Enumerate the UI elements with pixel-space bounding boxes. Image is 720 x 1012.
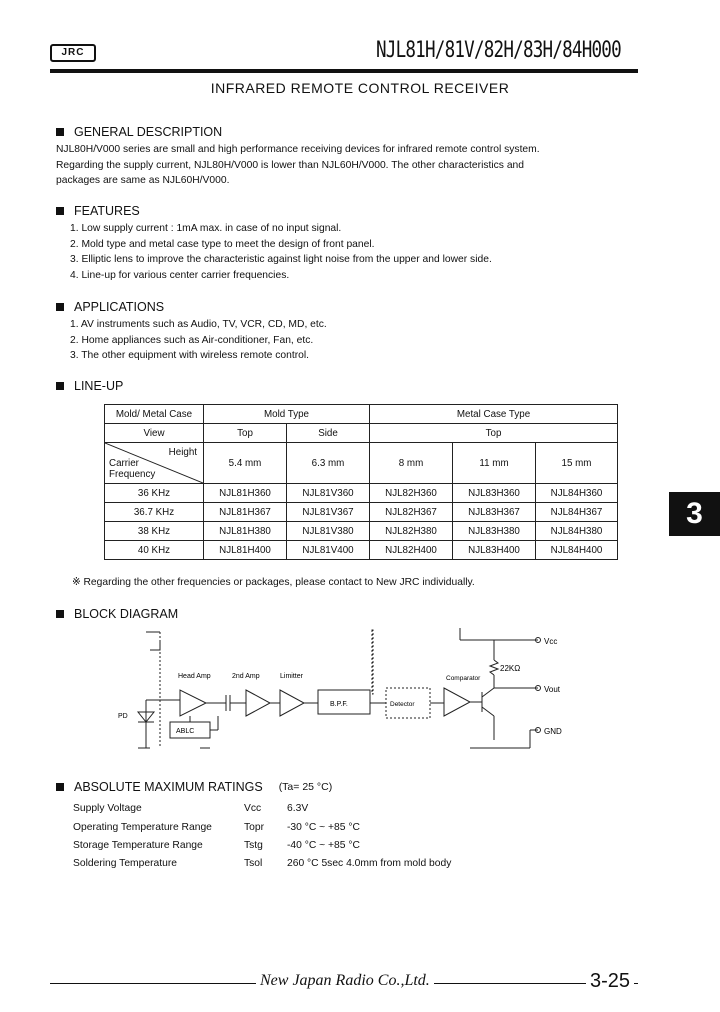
general-description-text [56, 142, 540, 189]
block-diagram-heading [56, 607, 178, 621]
part-cell: NJL81H367 [204, 503, 287, 522]
head-amp-label: Head Amp [178, 673, 211, 680]
part-cell: NJL83H360 [453, 484, 536, 503]
freq-cell: 36.7 KHz [105, 503, 204, 522]
rating-value: -30 °C ~ +85 °C [287, 822, 360, 833]
list-item: 3. The other equipment with wireless remote control. [70, 350, 310, 361]
text-line: packages are same as NJL60H/V000. [56, 175, 230, 186]
bullet-square-icon [56, 382, 64, 390]
part-cell: NJL81H380 [204, 522, 287, 541]
metal-top-header: Top [370, 424, 618, 443]
limiter-label: Limitter [280, 673, 303, 680]
lineup-heading [56, 379, 123, 393]
part-cell: NJL81V400 [287, 541, 370, 560]
part-cell: NJL83H400 [453, 541, 536, 560]
vcc-label: Vcc [544, 637, 558, 646]
general-description-heading [56, 125, 222, 139]
list-item: 1. Low supply current : 1mA max. in case of no input signal. [70, 223, 342, 234]
table-row [105, 541, 618, 560]
rating-value: -40 °C ~ +85 °C [287, 840, 360, 851]
height-cell: 5.4 mm [204, 443, 287, 484]
section-heading-text: LINE-UP [74, 379, 124, 393]
applications-heading [56, 300, 164, 314]
rating-value: 6.3V [287, 803, 309, 814]
ratings-heading [56, 780, 332, 794]
table-row [105, 484, 618, 503]
part-cell: NJL81H360 [204, 484, 287, 503]
part-cell: NJL84H380 [536, 522, 618, 541]
bullet-square-icon [56, 207, 64, 215]
jrc-logo: JRC [50, 44, 96, 62]
company-name: New Japan Radio Co.,Ltd. [256, 972, 434, 990]
part-cell: NJL81V380 [287, 522, 370, 541]
freq-cell: 38 KHz [105, 522, 204, 541]
features-list [70, 221, 492, 283]
freq-cell: 36 KHz [105, 484, 204, 503]
gnd-label: GND [544, 727, 562, 736]
detector-label: Detector [390, 701, 415, 708]
part-cell: NJL84H367 [536, 503, 618, 522]
page-title: INFRARED REMOTE CONTROL RECEIVER [210, 80, 510, 96]
bpf-label: B.P.F. [330, 701, 348, 708]
part-cell: NJL82H380 [370, 522, 453, 541]
part-cell: NJL81V360 [287, 484, 370, 503]
bullet-square-icon [56, 610, 64, 618]
rating-param: Supply Voltage [73, 803, 142, 814]
comparator-label: Comparator [446, 675, 481, 682]
part-cell: NJL83H380 [453, 522, 536, 541]
height-cell: 8 mm [370, 443, 453, 484]
corner-cell: Mold/ Metal Case [105, 405, 204, 424]
height-cell: 11 mm [453, 443, 536, 484]
lineup-note: ※ Regarding the other frequencies or packages, please contact to New JRC individually. [72, 577, 475, 588]
part-numbers: NJL81H/81V/82H/83H/84H000 [376, 38, 621, 63]
table-row [105, 503, 618, 522]
header-rule [50, 69, 638, 73]
metal-case-type-header: Metal Case Type [370, 405, 618, 424]
chapter-tab: 3 [669, 492, 720, 536]
carrier-frequency-label: Carrier Frequency [109, 458, 156, 480]
part-cell: NJL84H400 [536, 541, 618, 560]
height-cell: 15 mm [536, 443, 618, 484]
page-number: 3-25 [586, 970, 634, 993]
section-heading-text: FEATURES [74, 204, 140, 218]
rating-param: Operating Temperature Range [73, 822, 212, 833]
part-cell: NJL81H400 [204, 541, 287, 560]
ratings-condition: (Ta= 25 °C) [278, 781, 333, 793]
rating-symbol: Vcc [244, 803, 262, 814]
section-heading-text: APPLICATIONS [74, 300, 165, 314]
text-line: NJL80H/V000 series are small and high performance receiving devices for infrared remote control system. [56, 144, 540, 155]
list-item: 2. Mold type and metal case type to meet the design of front panel. [70, 238, 375, 250]
part-cell: NJL82H360 [370, 484, 453, 503]
part-cell: NJL84H360 [536, 484, 618, 503]
list-item: 1. AV instruments such as Audio, TV, VCR, CD, MD, etc. [70, 319, 327, 330]
vout-label: Vout [544, 685, 561, 694]
resistor-label: 22KΩ [500, 664, 521, 673]
rating-param: Storage Temperature Range [73, 840, 203, 851]
rating-value: 260 °C 5sec 4.0mm from mold body [287, 858, 452, 869]
part-cell: NJL82H367 [370, 503, 453, 522]
bullet-square-icon [56, 303, 64, 311]
height-cell: 6.3 mm [287, 443, 370, 484]
mold-top-header: Top [204, 424, 287, 443]
bullet-square-icon [56, 783, 64, 791]
list-item: 3. Elliptic lens to improve the characteristic against light noise from the upper and lower side. [70, 254, 492, 265]
mold-side-header: Side [287, 424, 370, 443]
height-label: Height [168, 447, 197, 458]
view-label: View [105, 424, 204, 443]
section-heading-text: BLOCK DIAGRAM [74, 607, 179, 621]
part-cell: NJL81V367 [287, 503, 370, 522]
part-cell: NJL83H367 [453, 503, 536, 522]
rating-symbol: Tstg [244, 840, 263, 851]
applications-list [70, 317, 327, 364]
ablc-label: ABLC [176, 728, 195, 735]
freq-cell: 40 KHz [105, 541, 204, 560]
pd-label: PD [118, 713, 128, 720]
list-item: 2. Home appliances such as Air-conditioner, Fan, etc. [70, 334, 314, 346]
second-amp-label: 2nd Amp [232, 673, 260, 680]
list-item: 4. Line-up for various center carrier frequencies. [70, 269, 290, 281]
table-row [105, 522, 618, 541]
part-cell: NJL82H400 [370, 541, 453, 560]
rating-symbol: Tsol [244, 858, 263, 869]
rating-symbol: Topr [244, 822, 265, 833]
height-frequency-corner [105, 443, 204, 484]
bullet-square-icon [56, 128, 64, 136]
section-heading-text: ABSOLUTE MAXIMUM RATINGS [74, 780, 263, 794]
rating-param: Soldering Temperature [73, 858, 177, 869]
section-heading-text: GENERAL DESCRIPTION [74, 125, 223, 139]
mold-type-header: Mold Type [204, 405, 370, 424]
lineup-table [104, 404, 618, 560]
text-line: Regarding the supply current, NJL80H/V000 is lower than NJL60H/V000. The other characteristics and [56, 159, 525, 171]
features-heading [56, 204, 140, 218]
